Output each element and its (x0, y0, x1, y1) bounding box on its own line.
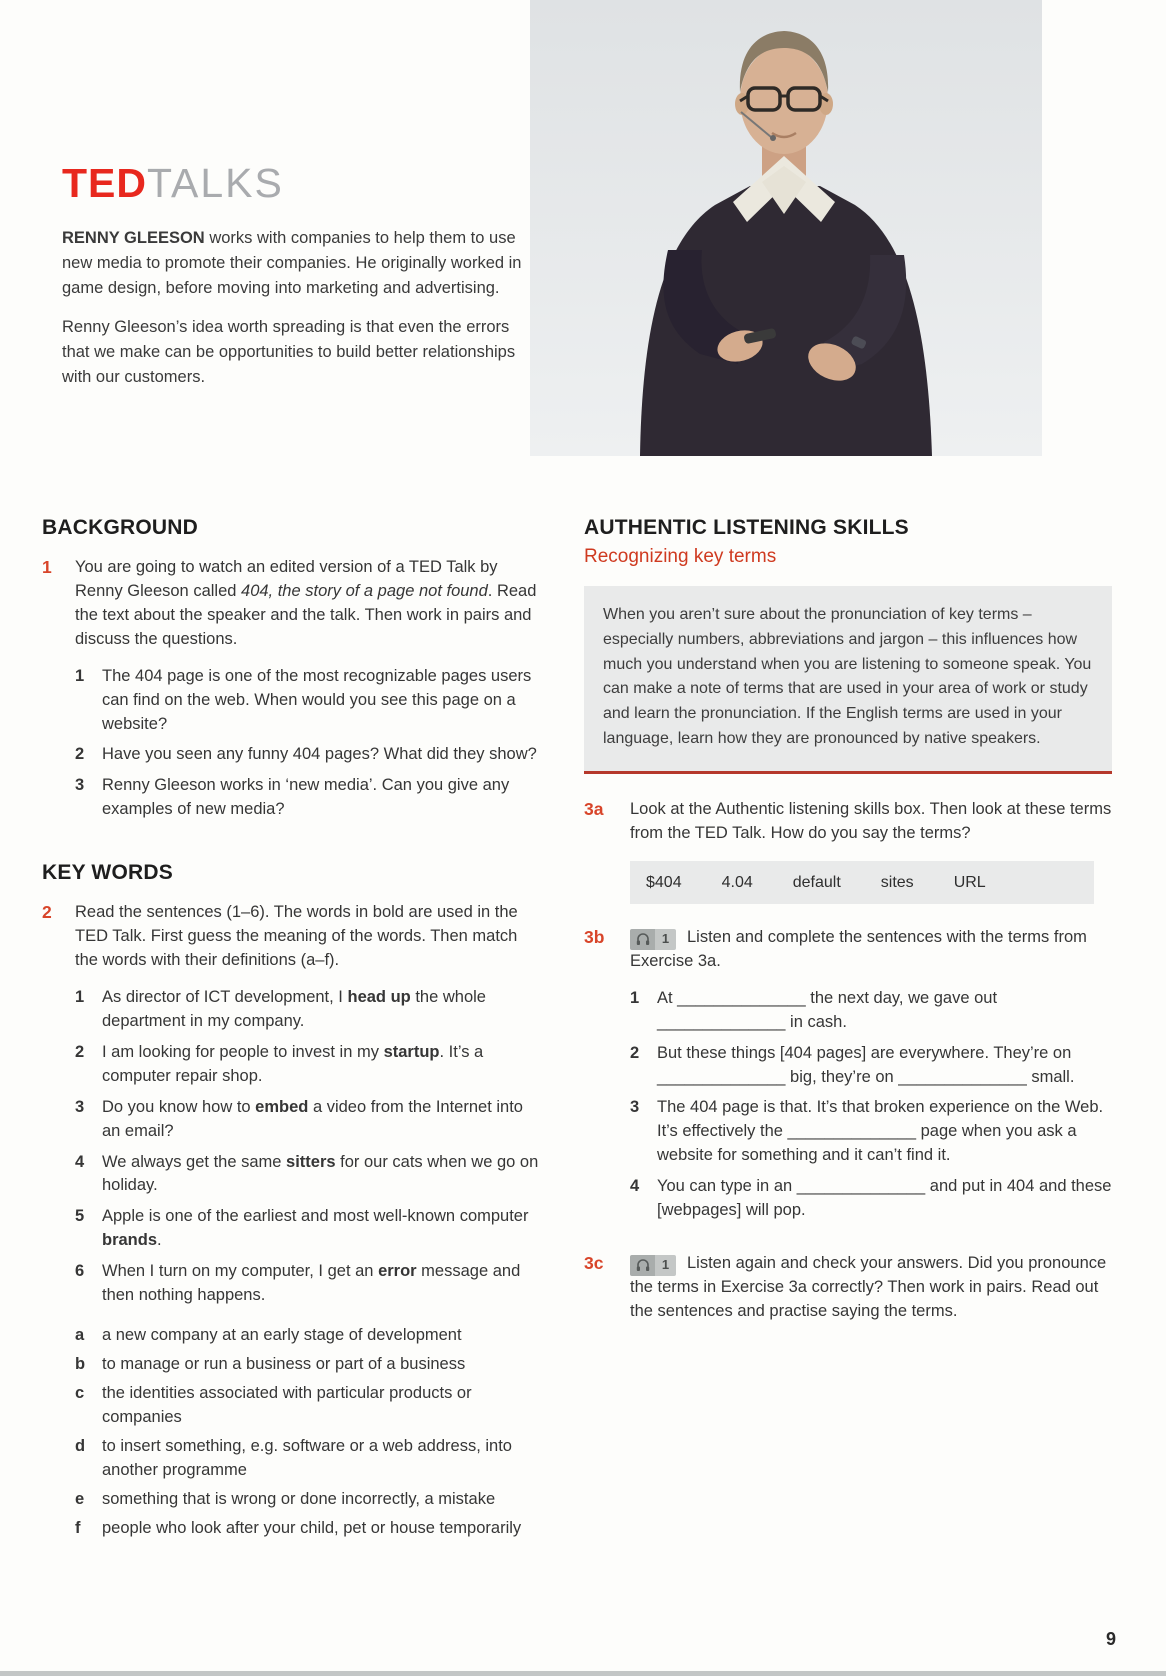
exercise-3b (584, 926, 1112, 1230)
definition-letter: d (75, 1436, 86, 1455)
exercise-3c (584, 1252, 1112, 1337)
sentence-post: a video from the Internet into an email? (102, 1097, 523, 1140)
background-questions (75, 665, 544, 823)
speaker-photo-illustration (530, 0, 1042, 456)
definition-letter: c (75, 1383, 85, 1402)
gapfill-number: 4 (630, 1177, 640, 1196)
gapfill-text: You can type in an ______________ and put in 404 and these [webpages] will pop. (657, 1177, 1112, 1220)
exercise-3c-text: Listen again and check your answers. Did you pronounce the terms in Exercise 3a correctly? Then work in pairs. Read out the sentences and practise saying the terms. (630, 1254, 1107, 1320)
key-word: sitters (286, 1152, 336, 1171)
sentence-number: 5 (75, 1207, 85, 1226)
gapfill-text: But these things [404 pages] are everywhere. They’re on ______________ big, they’re on ______________ small. (657, 1043, 1075, 1086)
instructions-pre: You are going to watch an edited version of a TED Talk by Renny Gleeson called (75, 558, 498, 600)
sentence-number: 1 (75, 987, 85, 1006)
listening-skills-subtitle: Recognizing key terms (584, 546, 777, 567)
sentence-number: 3 (75, 1097, 85, 1116)
key-word: embed (255, 1097, 309, 1116)
definition-text: something that is wrong or done incorrectly, a mistake (102, 1489, 496, 1508)
gapfill-number: 3 (630, 1098, 640, 1117)
sentence-post: for our cats when we go on holiday. (102, 1152, 539, 1195)
exercise-3c-instructions (630, 1252, 1112, 1324)
exercise-2 (42, 901, 544, 1545)
question-text: Renny Gleeson works in ‘new media’. Can you give any examples of new media? (102, 776, 510, 819)
bio-paragraph-1 (62, 226, 530, 300)
sentence-item (75, 1096, 544, 1144)
gapfill-item (630, 1096, 1112, 1168)
audio-track-icon (630, 929, 676, 950)
exercise-1 (42, 556, 544, 829)
definition-letter: b (75, 1354, 86, 1373)
instructions-post: . Read the text about the speaker and the talk. Then work in pairs and discuss the questions. (75, 581, 537, 648)
exercise-3b-body (630, 926, 1112, 1230)
talk-title: 404, the story of a page not found (241, 581, 488, 600)
sentence-pre: Do you know how to (102, 1097, 256, 1116)
sentence-pre: We always get the same (102, 1152, 287, 1171)
left-column (42, 516, 544, 1567)
exercise-2-number: 2 (42, 902, 52, 923)
sentence-number: 6 (75, 1262, 85, 1281)
definition-letter: a (75, 1326, 85, 1345)
key-word: brands (102, 1231, 158, 1250)
gapfill-item (630, 1042, 1112, 1090)
question-number: 3 (75, 776, 85, 795)
sentence-text (102, 986, 544, 1034)
sentence-post: message and then nothing happens. (102, 1262, 521, 1305)
sentence-pre: When I turn on my computer, I get an (102, 1262, 379, 1281)
definition-text: a new company at an early stage of development (102, 1326, 462, 1345)
term: 4.04 (721, 873, 753, 891)
exercise-3b-instructions (630, 926, 1112, 974)
speaker-photo (530, 0, 1042, 456)
question-text: Have you seen any funny 404 pages? What did they show? (102, 745, 537, 764)
listening-skills-heading: AUTHENTIC LISTENING SKILLS (584, 516, 909, 539)
gapfill-text: The 404 page is that. It’s that broken experience on the Web. It’s effectively the ______________ page when you ask a website for something and it can’t find it. (657, 1098, 1104, 1165)
key-words-heading: KEY WORDS (42, 861, 173, 885)
definition-text: the identities associated with particular products or companies (102, 1383, 472, 1426)
speaker-bio (62, 226, 530, 390)
bio-paragraph-2: Renny Gleeson’s idea worth spreading is that even the errors that we make can be opportunities to build better relationships with our customers. (62, 318, 516, 386)
question-number: 2 (75, 745, 85, 764)
background-heading: BACKGROUND (42, 516, 198, 539)
sentence-text (102, 1041, 544, 1089)
sentence-text (102, 1205, 544, 1253)
exercise-2-body (75, 901, 544, 1545)
definition-item (75, 1324, 544, 1348)
sentence-item (75, 1260, 544, 1308)
sentence-number: 4 (75, 1152, 85, 1171)
definition-item (75, 1517, 544, 1541)
right-column (584, 516, 1112, 1359)
question-text: The 404 page is one of the most recognizable pages users can find on the web. When would you see this page on a website? (102, 666, 532, 733)
sentence-item (75, 986, 544, 1034)
exercise-1-instructions (75, 556, 544, 652)
headphones-icon (630, 1255, 655, 1276)
exercise-2-instructions: Read the sentences (1–6). The words in bold are used in the TED Talk. First guess the meaning of the words. Then match the words with their definitions (a–f). (75, 903, 518, 970)
key-word: error (378, 1262, 417, 1281)
speaker-name: RENNY GLEESON (62, 229, 205, 247)
ted-logo-text: TED (62, 160, 147, 206)
definition-item (75, 1488, 544, 1512)
sentence-pre: Apple is one of the earliest and most well-known computer (102, 1207, 529, 1226)
question-item (75, 743, 544, 767)
sentence-pre: As director of ICT development, I (102, 987, 348, 1006)
audio-track-icon (630, 1255, 676, 1276)
sentence-number: 2 (75, 1042, 85, 1061)
listening-skills-box: When you aren’t sure about the pronunciation of key terms – especially numbers, abbreviations and jargon – this influences how much you understand when you are listening to someone speak. You can make a note of terms that are used in your area of work or study and learn the pronunciation. If the English terms are used in your language, learn how they are pronounced by native speakers. (584, 586, 1112, 774)
sentence-text (102, 1151, 544, 1199)
gapfill-number: 2 (630, 1043, 640, 1062)
definition-letter: e (75, 1489, 85, 1508)
definition-item (75, 1435, 544, 1483)
headphones-icon (630, 929, 655, 950)
sentence-post: . (157, 1231, 162, 1250)
exercise-3a-number: 3a (584, 798, 604, 819)
key-word: head up (347, 987, 411, 1006)
sentence-item (75, 1205, 544, 1253)
term: URL (953, 873, 986, 891)
definition-text: people who look after your child, pet or house temporarily (102, 1518, 522, 1537)
gapfill-item (630, 1175, 1112, 1223)
exercise-3c-number: 3c (584, 1253, 604, 1274)
page-bottom-edge (0, 1671, 1166, 1676)
sentence-pre: I am looking for people to invest in my (102, 1042, 384, 1061)
audio-track-number: 1 (655, 929, 676, 950)
exercise-1-body (75, 556, 544, 829)
exercise-3a-body (630, 798, 1112, 904)
definition-item (75, 1382, 544, 1430)
exercise-1-number: 1 (42, 557, 52, 577)
key-word-sentences (75, 986, 544, 1308)
definition-letter: f (75, 1518, 81, 1537)
term: $404 (646, 873, 682, 891)
talks-logo-text: TALKS (147, 160, 284, 206)
exercise-3b-number: 3b (584, 926, 605, 947)
gapfill-number: 1 (630, 988, 640, 1007)
ted-talks-logo (62, 160, 284, 207)
question-item (75, 665, 544, 737)
definition-text: to manage or run a business or part of a business (102, 1354, 466, 1373)
term: default (792, 873, 841, 891)
exercise-3c-body (630, 1252, 1112, 1337)
terms-box (630, 861, 1094, 904)
exercise-3a (584, 798, 1112, 904)
exercise-3a-instructions: Look at the Authentic listening skills box. Then look at these terms from the TED Talk. How do you say the terms? (630, 799, 1112, 842)
definition-item (75, 1353, 544, 1377)
question-item (75, 774, 544, 822)
term: sites (880, 873, 914, 891)
question-number: 1 (75, 666, 85, 685)
bio-paragraph-1-text: works with companies to help them to use new media to promote their companies. He originally worked in game design, before moving into marketing and advertising. (62, 229, 522, 297)
definitions-list (75, 1324, 544, 1540)
sentence-text (102, 1096, 544, 1144)
key-word: startup (383, 1042, 440, 1061)
gapfill-text: At ______________ the next day, we gave out ______________ in cash. (657, 988, 998, 1031)
sentence-text (102, 1260, 544, 1308)
gapfill-sentences (630, 987, 1112, 1223)
sentence-item (75, 1041, 544, 1089)
definition-text: to insert something, e.g. software or a web address, into another programme (102, 1436, 512, 1479)
audio-track-number: 1 (655, 1255, 676, 1276)
sentence-post: the whole department in my company. (102, 987, 486, 1030)
exercise-3b-text: Listen and complete the sentences with the terms from Exercise 3a. (630, 927, 1087, 970)
gapfill-item (630, 987, 1112, 1035)
sentence-post: . It’s a computer repair shop. (102, 1042, 484, 1085)
sentence-item (75, 1151, 544, 1199)
page-number: 9 (1105, 1629, 1116, 1649)
